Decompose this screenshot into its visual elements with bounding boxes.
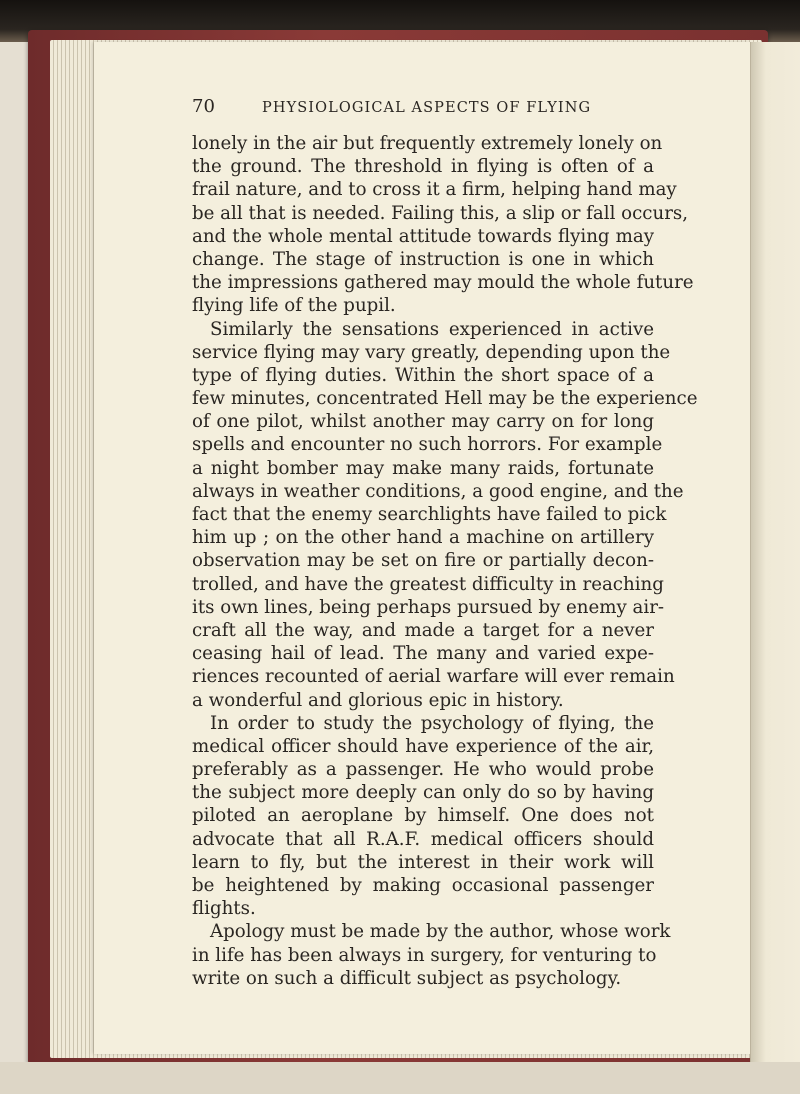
text-line: riences recounted of aerial warfare will ever remain — [192, 666, 675, 688]
text-line: ceasing hail of lead. The many and varied expe- — [192, 643, 654, 665]
paragraph — [192, 712, 654, 921]
text-line: Similarly the sensations experienced in active — [210, 318, 654, 340]
paragraph — [192, 318, 698, 712]
running-head-title: PHYSIOLOGICAL ASPECTS OF FLYING — [262, 100, 592, 116]
text-line: service flying may vary greatly, depending upon the — [192, 341, 671, 363]
text-line: trolled, and have the greatest difficulty in reaching — [192, 573, 664, 595]
text-line: flying life of the pupil. — [192, 295, 396, 317]
scan-margin — [0, 1062, 800, 1094]
body-text — [192, 132, 698, 990]
text-line: its own lines, being perhaps pursued by enemy air- — [192, 596, 665, 618]
text-line: observation may be set on fire or partially decon- — [192, 550, 654, 572]
text-line: frail nature, and to cross it a firm, helping hand may — [192, 179, 677, 201]
text-line: the ground. The threshold in flying is often of a — [192, 156, 654, 178]
text-line: piloted an aeroplane by himself. One does not — [192, 805, 654, 827]
paragraph — [192, 132, 694, 318]
text-line: lonely in the air but frequently extremely lonely on — [192, 133, 663, 154]
text-line: learn to fly, but the interest in their work will — [192, 851, 654, 873]
text-line: write on such a difficult subject as psychology. — [192, 967, 622, 989]
text-line: advocate that all R.A.F. medical officers should — [192, 828, 654, 850]
paragraph — [192, 920, 671, 990]
text-line: always in weather conditions, a good engine, and the — [192, 480, 684, 502]
running-head — [192, 96, 654, 124]
text-line: spells and encounter no such horrors. For example — [192, 434, 663, 456]
text-line: fact that the enemy searchlights have failed to pick — [192, 504, 667, 525]
facing-page-edge — [750, 42, 800, 1062]
text-line: be all that is needed. Failing this, a slip or fall occurs, — [192, 202, 689, 224]
text-line: the impressions gathered may mould the whole future — [192, 272, 694, 294]
text-line: a wonderful and glorious epic in history. — [192, 689, 564, 711]
text-line: preferably as a passenger. He who would probe — [192, 759, 654, 781]
page-text — [192, 96, 698, 990]
text-line: In order to study the psychology of flying, the — [210, 712, 654, 734]
text-line: him up ; on the other hand a machine on artillery — [192, 527, 654, 549]
text-line: the subject more deeply can only do so by having — [192, 782, 654, 804]
text-line: few minutes, concentrated Hell may be the experience — [192, 388, 698, 410]
text-line: flights. — [192, 898, 256, 920]
text-line: Apology must be made by the author, whose work — [210, 921, 671, 943]
text-line: craft all the way, and made a target for a never — [192, 619, 654, 641]
text-line: of one pilot, whilst another may carry on for long — [192, 411, 654, 433]
text-line: be heightened by making occasional passenger — [192, 875, 654, 896]
text-line: and the whole mental attitude towards flying may — [192, 225, 654, 247]
text-line: a night bomber may make many raids, fortunate — [192, 457, 654, 479]
text-line: medical officer should have experience of the air, — [192, 735, 654, 757]
text-line: in life has been always in surgery, for venturing to — [192, 944, 657, 966]
page-number: 70 — [192, 96, 215, 117]
text-line: change. The stage of instruction is one in which — [192, 248, 654, 270]
text-line: type of flying duties. Within the short space of a — [192, 364, 654, 386]
